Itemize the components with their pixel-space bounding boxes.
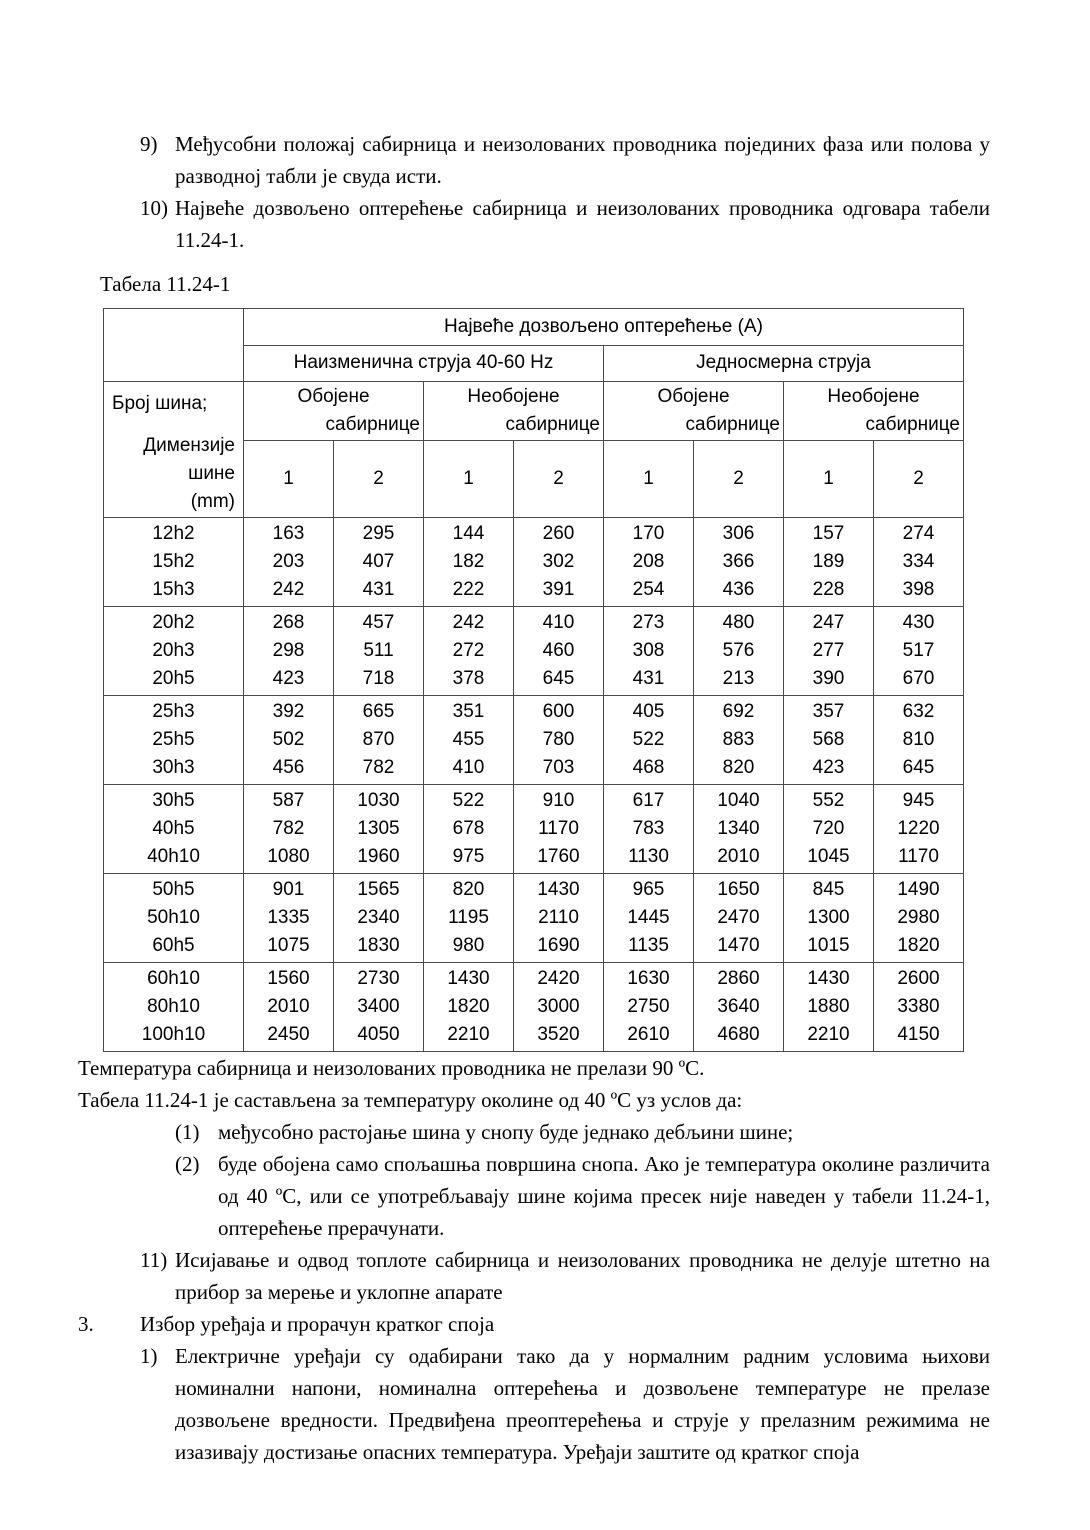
rail-size-line: 20h2 [152, 612, 195, 633]
rail-size-line: 15h2 [152, 551, 195, 572]
list-item-11 [140, 1244, 990, 1308]
load-value-line: 157 [812, 523, 845, 544]
stub-dim-line: (mm) [190, 490, 235, 512]
load-value-cell [334, 963, 424, 1052]
load-value-line: 431 [362, 579, 395, 600]
load-value-cell [514, 785, 604, 874]
load-value-line: 645 [902, 757, 935, 778]
load-value-line: 975 [452, 846, 485, 867]
load-value-cell [874, 696, 964, 785]
load-value-line: 1220 [897, 818, 940, 839]
load-value-line: 254 [632, 579, 665, 600]
load-value-line: 783 [632, 818, 665, 839]
table-group-row [104, 607, 964, 696]
load-value-line: 2420 [537, 968, 580, 989]
load-value-line: 1335 [267, 907, 310, 928]
load-value-line: 1170 [538, 818, 579, 839]
condition-2 [175, 1148, 990, 1244]
load-value-cell [244, 696, 334, 785]
section-3-heading [78, 1308, 990, 1340]
load-value-line: 600 [542, 701, 575, 722]
load-value-line: 460 [542, 640, 575, 661]
load-value-line: 2600 [897, 968, 940, 989]
rail-size-cell [104, 963, 244, 1052]
load-value-line: 3400 [357, 996, 400, 1017]
section-title: Избор уређаја и прорачун кратког споја [140, 1312, 495, 1336]
load-value-line: 3640 [717, 996, 760, 1017]
load-value-line: 1045 [807, 846, 850, 867]
load-value-cell [604, 518, 694, 607]
load-value-line: 378 [452, 668, 485, 689]
ac-header-cell: Наизменична струја 40-60 Hz [244, 345, 604, 382]
list-item-10 [140, 192, 990, 256]
load-value-line: 845 [812, 879, 845, 900]
load-value-cell [874, 963, 964, 1052]
load-value-line: 1445 [627, 907, 670, 928]
stub-empty-cell [104, 309, 244, 382]
load-value-line: 703 [542, 757, 575, 778]
table-group-row [104, 696, 964, 785]
load-value-line: 1015 [807, 935, 850, 956]
load-value-line: 391 [542, 579, 575, 600]
load-value-line: 295 [362, 523, 395, 544]
load-value-line: 423 [812, 757, 845, 778]
list-item-9 [140, 128, 990, 192]
load-value-cell [424, 785, 514, 874]
load-value-line: 1135 [628, 935, 669, 956]
rail-size-line: 20h5 [152, 668, 195, 689]
load-value-line: 228 [812, 579, 845, 600]
load-value-line: 410 [452, 757, 485, 778]
load-value-cell [874, 785, 964, 874]
load-value-line: 1300 [807, 907, 850, 928]
load-value-line: 1170 [898, 846, 939, 867]
load-value-line: 782 [272, 818, 305, 839]
rail-size-line: 30h3 [152, 757, 195, 778]
rail-size-cell [104, 785, 244, 874]
load-value-cell [784, 696, 874, 785]
load-value-cell [334, 518, 424, 607]
load-value-line: 1030 [357, 790, 400, 811]
load-value-line: 782 [362, 757, 395, 778]
load-value-line: 366 [722, 551, 755, 572]
load-value-cell [334, 874, 424, 963]
load-value-line: 1880 [807, 996, 850, 1017]
load-value-cell [784, 518, 874, 607]
rail-size-line: 60h10 [147, 968, 200, 989]
load-value-cell [244, 874, 334, 963]
load-value-line: 3520 [537, 1024, 580, 1045]
load-value-line: 1340 [717, 818, 760, 839]
load-value-line: 4680 [717, 1024, 760, 1045]
table-group-row [104, 963, 964, 1052]
load-value-cell [334, 785, 424, 874]
load-value-cell [424, 696, 514, 785]
load-value-line: 522 [632, 729, 665, 750]
load-value-line: 4050 [357, 1024, 400, 1045]
load-value-line: 436 [722, 579, 755, 600]
rail-size-cell [104, 518, 244, 607]
load-value-line: 1560 [267, 968, 310, 989]
load-value-cell [244, 963, 334, 1052]
subcol-header-cell: 1 [784, 441, 874, 518]
load-value-cell [784, 874, 874, 963]
load-value-line: 1470 [717, 935, 760, 956]
load-value-cell [514, 518, 604, 607]
load-value-line: 901 [272, 879, 305, 900]
pair-header-line1: Необојене [467, 386, 560, 407]
load-value-line: 1130 [628, 846, 669, 867]
list-text: буде обојена само спољашња површина снопа. Ако је температура околине различита од 40 ºС, или се употребљавају шине којима пресек није наведен у табели 11.24-1, оптерећење прерачунати. [218, 1152, 990, 1240]
load-value-cell [694, 696, 784, 785]
load-value-cell [694, 518, 784, 607]
load-value-line: 242 [272, 579, 305, 600]
load-value-line: 1430 [807, 968, 850, 989]
load-value-line: 351 [452, 701, 485, 722]
load-value-line: 1650 [717, 879, 760, 900]
rail-size-line: 60h5 [152, 935, 195, 956]
dc-header-cell: Једносмерна струја [604, 345, 964, 382]
load-value-cell [604, 607, 694, 696]
list-marker: (1) [175, 1120, 200, 1144]
load-value-cell [244, 607, 334, 696]
load-value-line: 3000 [537, 996, 580, 1017]
load-value-line: 502 [272, 729, 305, 750]
pair-header-line2: сабирнице [685, 414, 780, 435]
rail-size-line: 25h5 [152, 729, 195, 750]
subcol-header-cell: 1 [244, 441, 334, 518]
list-marker: 1) [140, 1344, 158, 1368]
load-value-line: 2450 [267, 1024, 310, 1045]
load-value-line: 2340 [357, 907, 400, 928]
load-value-line: 3380 [897, 996, 940, 1017]
load-value-line: 1490 [897, 879, 940, 900]
rail-size-line: 80h10 [147, 996, 200, 1017]
load-value-line: 182 [452, 551, 485, 572]
load-value-cell [694, 607, 784, 696]
load-value-line: 617 [632, 790, 665, 811]
rail-size-line: 40h10 [147, 846, 200, 867]
load-value-line: 965 [632, 879, 665, 900]
load-value-line: 430 [902, 612, 935, 633]
list-marker: 10) [140, 196, 168, 220]
load-value-line: 306 [722, 523, 755, 544]
load-value-cell [424, 518, 514, 607]
load-value-line: 423 [272, 668, 305, 689]
load-value-line: 1760 [537, 846, 580, 867]
load-value-line: 203 [272, 551, 305, 572]
stub-dim-line: шине [188, 462, 235, 484]
document-page [78, 128, 990, 1468]
load-value-cell [334, 607, 424, 696]
load-value-line: 1960 [357, 846, 400, 867]
bus-table-body [104, 518, 964, 1052]
load-value-line: 665 [362, 701, 395, 722]
rail-size-cell [104, 696, 244, 785]
pair-header-line1: Обојене [657, 386, 730, 407]
rail-size-line: 100h10 [141, 1024, 206, 1045]
load-value-line: 820 [452, 879, 485, 900]
load-value-line: 511 [363, 640, 394, 661]
load-value-cell [604, 874, 694, 963]
load-value-line: 208 [632, 551, 665, 572]
list-item-1 [140, 1340, 990, 1468]
load-value-line: 587 [272, 790, 305, 811]
rail-size-line: 12h2 [152, 523, 195, 544]
load-value-line: 222 [452, 579, 485, 600]
load-value-line: 1430 [537, 879, 580, 900]
load-value-line: 1430 [447, 968, 490, 989]
section-marker: 3. [78, 1312, 94, 1336]
load-value-line: 2610 [627, 1024, 670, 1045]
load-value-line: 308 [632, 640, 665, 661]
load-value-cell [604, 785, 694, 874]
load-value-line: 720 [812, 818, 845, 839]
load-value-cell [424, 874, 514, 963]
load-value-line: 334 [902, 551, 935, 572]
load-value-line: 692 [722, 701, 755, 722]
table-caption: Табела 11.24-1 [100, 272, 231, 296]
load-value-line: 645 [542, 668, 575, 689]
list-text: међусобно растојање шина у снопу буде једнако дебљини шине; [218, 1120, 794, 1144]
load-value-line: 870 [362, 729, 395, 750]
load-value-line: 480 [722, 612, 755, 633]
load-value-line: 242 [452, 612, 485, 633]
load-value-cell [424, 963, 514, 1052]
note-ambient: Табела 11.24-1 је састављена за температуру околине од 40 ºС уз услов да: [78, 1088, 743, 1112]
load-value-cell [694, 785, 784, 874]
load-value-line: 302 [542, 551, 575, 572]
load-value-cell [694, 963, 784, 1052]
load-value-line: 398 [902, 579, 935, 600]
table-title-cell: Највеће дозвољено оптерећење (А) [244, 309, 964, 346]
load-value-line: 431 [632, 668, 665, 689]
load-value-line: 670 [902, 668, 935, 689]
list-marker: (2) [175, 1152, 200, 1176]
pair-header-line1: Обојене [297, 386, 370, 407]
load-value-line: 2010 [717, 846, 760, 867]
load-value-line: 4150 [897, 1024, 940, 1045]
rail-size-line: 15h3 [152, 579, 195, 600]
pair-header-line2: сабирнице [505, 414, 600, 435]
load-value-line: 2470 [717, 907, 760, 928]
load-value-cell [334, 696, 424, 785]
rail-size-line: 40h5 [152, 818, 195, 839]
load-value-line: 144 [452, 523, 485, 544]
load-value-cell [604, 963, 694, 1052]
load-value-line: 1820 [897, 935, 940, 956]
note-temperature: Температура сабирница и неизолованих проводника не прелази 90 ºС. [78, 1056, 705, 1080]
stub-header-cell [104, 382, 244, 518]
load-value-line: 2210 [807, 1024, 850, 1045]
subcol-header-cell: 2 [874, 441, 964, 518]
load-value-line: 1820 [447, 996, 490, 1017]
load-value-cell [514, 607, 604, 696]
pair-header-cell [604, 382, 784, 441]
load-value-line: 552 [812, 790, 845, 811]
load-value-cell [874, 874, 964, 963]
table-group-row [104, 874, 964, 963]
load-value-line: 357 [812, 701, 845, 722]
list-text: Међусобни положај сабирница и неизолованих проводника појединих фаза или полова у разводној табли је свуда исти. [175, 132, 990, 188]
load-value-line: 678 [452, 818, 485, 839]
load-value-line: 268 [272, 612, 305, 633]
load-value-line: 170 [632, 523, 665, 544]
load-value-line: 1080 [267, 846, 310, 867]
load-value-line: 213 [722, 668, 755, 689]
load-value-cell [244, 518, 334, 607]
load-value-line: 1830 [357, 935, 400, 956]
pair-header-cell [424, 382, 604, 441]
rail-size-line: 50h10 [147, 907, 200, 928]
rail-size-line: 20h3 [152, 640, 195, 661]
load-value-line: 1075 [267, 935, 310, 956]
stub-dims [104, 432, 243, 516]
pair-header-line2: сабирнице [865, 414, 960, 435]
load-value-line: 568 [812, 729, 845, 750]
load-value-cell [514, 874, 604, 963]
load-value-line: 405 [632, 701, 665, 722]
load-value-line: 2010 [267, 996, 310, 1017]
load-value-line: 390 [812, 668, 845, 689]
load-value-cell [784, 963, 874, 1052]
list-marker: 9) [140, 132, 158, 156]
load-value-line: 1690 [537, 935, 580, 956]
load-value-line: 820 [722, 757, 755, 778]
load-value-line: 468 [632, 757, 665, 778]
load-value-line: 274 [902, 523, 935, 544]
rail-size-cell [104, 607, 244, 696]
load-value-line: 2110 [538, 907, 579, 928]
load-value-line: 273 [632, 612, 665, 633]
load-value-line: 1305 [357, 818, 400, 839]
load-value-line: 576 [722, 640, 755, 661]
load-value-line: 2730 [357, 968, 400, 989]
load-value-cell [784, 607, 874, 696]
load-value-line: 2860 [717, 968, 760, 989]
list-text: Исијавање и одвод топлоте сабирница и неизолованих проводника не делује штетно на прибор за мерење и уклопне апарате [175, 1248, 990, 1304]
load-value-line: 1630 [627, 968, 670, 989]
load-value-line: 260 [542, 523, 575, 544]
subcol-header-cell: 2 [514, 441, 604, 518]
load-value-cell [874, 607, 964, 696]
table-group-row [104, 785, 964, 874]
load-value-line: 517 [902, 640, 935, 661]
load-value-line: 1565 [357, 879, 400, 900]
load-value-line: 632 [902, 701, 935, 722]
load-value-line: 780 [542, 729, 575, 750]
load-value-cell [514, 696, 604, 785]
bus-load-table [103, 308, 964, 1052]
load-value-line: 410 [542, 612, 575, 633]
load-value-line: 407 [362, 551, 395, 572]
list-text: Електричне уређаји су одабирани тако да у нормалним радним условима њихови номинални напони, номинална оптерећења и дозвољене температуре не прелазе дозвољене вредности. Предвиђена преоптерећења и струје у прелазним режимима не изазивају достизање опасних температура. Уређаји заштите од кратког споја [175, 1344, 990, 1464]
pair-header-cell [244, 382, 424, 441]
load-value-line: 2210 [447, 1024, 490, 1045]
pair-header-cell [784, 382, 964, 441]
load-value-cell [874, 518, 964, 607]
load-value-cell [514, 963, 604, 1052]
pair-header-line2: сабирнице [325, 414, 420, 435]
load-value-line: 2750 [627, 996, 670, 1017]
rail-size-cell [104, 874, 244, 963]
load-value-line: 456 [272, 757, 305, 778]
rail-size-line: 30h5 [152, 790, 195, 811]
subcol-header-cell: 1 [604, 441, 694, 518]
list-text: Највеће дозвољено оптерећење сабирница и неизолованих проводника одговара табели 11.24-1. [175, 196, 990, 252]
subcol-header-cell: 2 [334, 441, 424, 518]
load-value-line: 163 [272, 523, 305, 544]
subcol-header-cell: 1 [424, 441, 514, 518]
stub-line1: Број шина; [112, 392, 208, 414]
subcol-header-cell: 2 [694, 441, 784, 518]
load-value-cell [244, 785, 334, 874]
stub-dim-line: Димензије [143, 434, 235, 456]
load-value-line: 457 [362, 612, 395, 633]
load-value-line: 455 [452, 729, 485, 750]
load-value-cell [424, 607, 514, 696]
load-value-line: 883 [722, 729, 755, 750]
load-value-line: 718 [362, 668, 395, 689]
load-value-line: 1195 [448, 907, 489, 928]
load-value-line: 392 [272, 701, 305, 722]
pair-header-line1: Необојене [827, 386, 920, 407]
load-value-line: 189 [812, 551, 845, 572]
load-value-cell [694, 874, 784, 963]
table-group-row [104, 518, 964, 607]
load-value-line: 522 [452, 790, 485, 811]
load-value-line: 298 [272, 640, 305, 661]
load-value-cell [784, 785, 874, 874]
load-value-line: 277 [812, 640, 845, 661]
load-value-line: 2980 [897, 907, 940, 928]
load-value-line: 945 [902, 790, 935, 811]
load-value-line: 810 [902, 729, 935, 750]
load-value-line: 910 [542, 790, 575, 811]
rail-size-line: 50h5 [152, 879, 195, 900]
load-value-line: 980 [452, 935, 485, 956]
load-value-line: 272 [452, 640, 485, 661]
condition-1 [175, 1116, 990, 1148]
pair-header-row [104, 382, 964, 441]
load-value-line: 247 [812, 612, 845, 633]
rail-size-line: 25h3 [152, 701, 195, 722]
load-value-line: 1040 [717, 790, 760, 811]
table-title-row [104, 309, 964, 346]
load-value-cell [604, 696, 694, 785]
list-marker: 11) [140, 1248, 168, 1272]
